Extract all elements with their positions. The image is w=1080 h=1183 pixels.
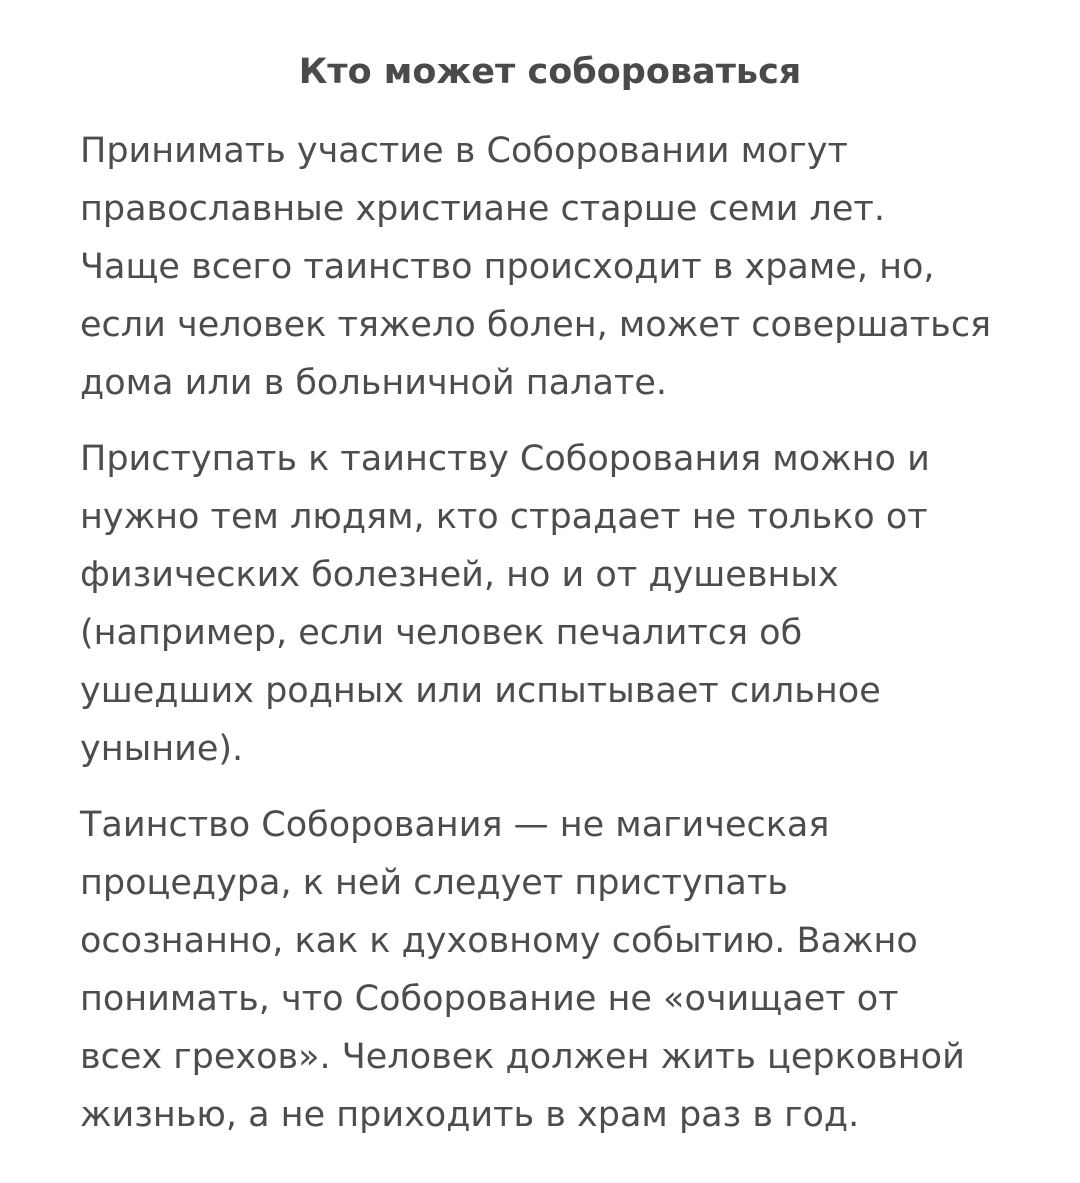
text-line: жизнью, а не приходить в храм раз в год. xyxy=(80,1095,860,1135)
text-line: физических болезней, но и от душевных xyxy=(80,555,839,595)
paragraph-who-can-participate xyxy=(80,122,1020,412)
text-line: православные христиане старше семи лет. xyxy=(80,189,885,229)
text-line: (например, если человек печалится об xyxy=(80,613,803,653)
text-line: Приступать к таинству Соборования можно и xyxy=(80,439,930,479)
text-line: Принимать участие в Соборовании могут xyxy=(80,131,848,171)
article xyxy=(80,44,1020,1144)
text-line: если человек тяжело болен, может совершаться xyxy=(80,305,992,345)
text-line: ушедших родных или испытывает сильное xyxy=(80,671,881,711)
paragraph-physical-and-spiritual-illness xyxy=(80,430,1020,778)
text-line: Таинство Соборования — не магическая xyxy=(80,805,830,845)
text-line: дома или в больничной палате. xyxy=(80,363,668,403)
paragraph-not-magic-procedure xyxy=(80,796,1020,1144)
text-line: процедура, к ней следует приступать xyxy=(80,863,788,903)
text-line: всех грехов». Человек должен жить церковной xyxy=(80,1037,965,1077)
text-line: уныние). xyxy=(80,729,244,769)
text-line: нужно тем людям, кто страдает не только от xyxy=(80,497,928,537)
section-heading: Кто может собороваться xyxy=(298,52,802,92)
text-line: понимать, что Соборование не «очищает от xyxy=(80,979,899,1019)
text-line: осознанно, как к духовному событию. Важно xyxy=(80,921,918,961)
text-line: Чаще всего таинство происходит в храме, но, xyxy=(80,247,935,287)
